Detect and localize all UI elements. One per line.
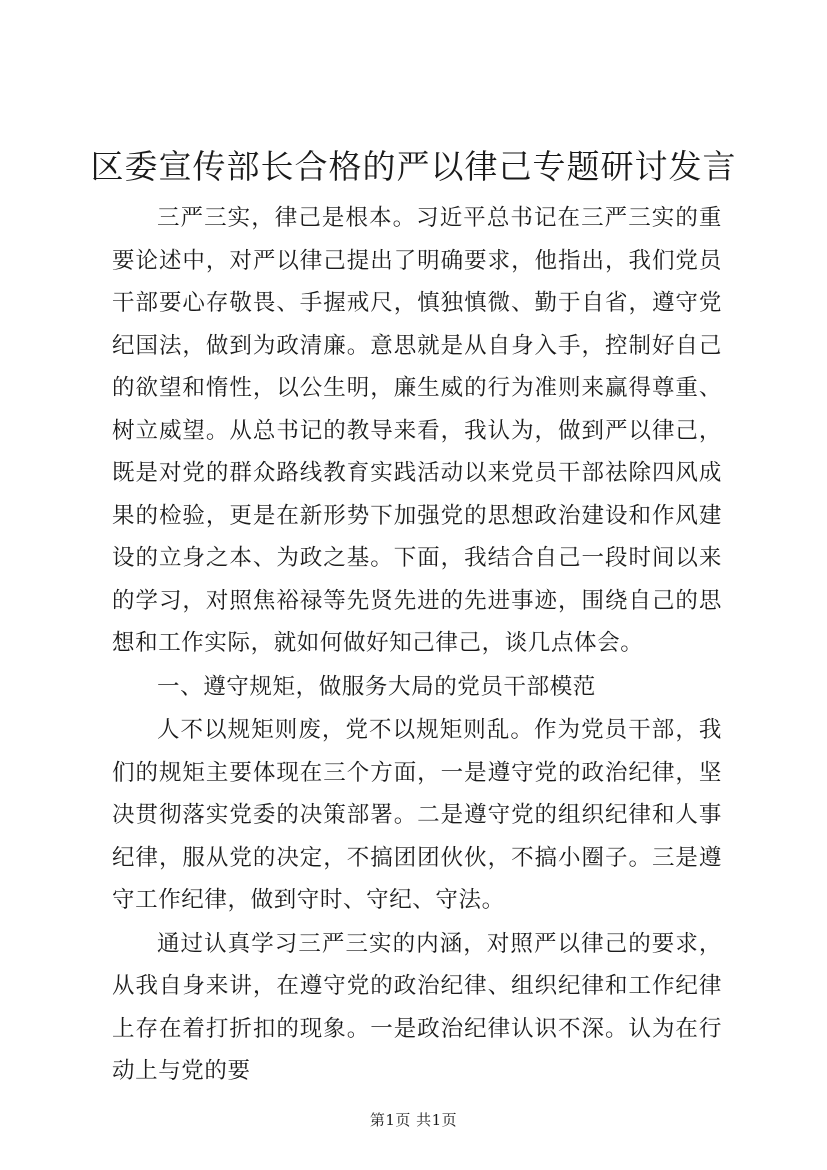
paragraph-intro: 三严三实，律己是根本。习近平总书记在三严三实的重要论述中，对严以律己提出了明确要求，他指出，我们党员干部要心存敬畏、手握戒尺，慎独慎微、勤于自省，遵守党纪国法，做到为政清廉。意思就是从自身入手，控制好自己的欲望和惰性，以公生明，廉生威的行为准则来赢得尊重、树立威望。从总书记的教导来看，我认为，做到严以律己，既是对党的群众路线教育实践活动以来党员干部祛除四风成果的检验，更是在新形势下加强党的思想政治建设和作风建设的立身之本、为政之基。下面，我结合自己一段时间以来的学习，对照焦裕禄等先贤先进的先进事迹，围绕自己的思想和工作实际，就如何做好知己律己，谈几点体会。 <box>112 205 722 656</box>
paragraph-rules: 人不以规矩则废，党不以规矩则乱。作为党员干部，我们的规矩主要体现在三个方面，一是遵守党的政治纪律，坚决贯彻落实党委的决策部署。二是遵守党的组织纪律和人事纪律，服从党的决定，不搞团团伙伙，不搞小圈子。三是遵守工作纪律，做到守时、守纪、守法。 <box>112 717 722 913</box>
section-heading-1: 一、遵守规矩，做服务大局的党员干部模范 <box>157 673 596 700</box>
page-number-footer: 第1页 共1页 <box>369 1111 458 1129</box>
paragraph-self-review: 通过认真学习三严三实的内涵，对照严以律己的要求，从我自身来讲，在遵守党的政治纪律、组织纪律和工作纪律上存在着打折扣的现象。一是政治纪律认识不深。认为在行动上与党的要 <box>112 930 722 1084</box>
document-title: 区委宣传部长合格的严以律己专题研讨发言 <box>90 147 737 186</box>
document-body <box>112 197 722 1093</box>
